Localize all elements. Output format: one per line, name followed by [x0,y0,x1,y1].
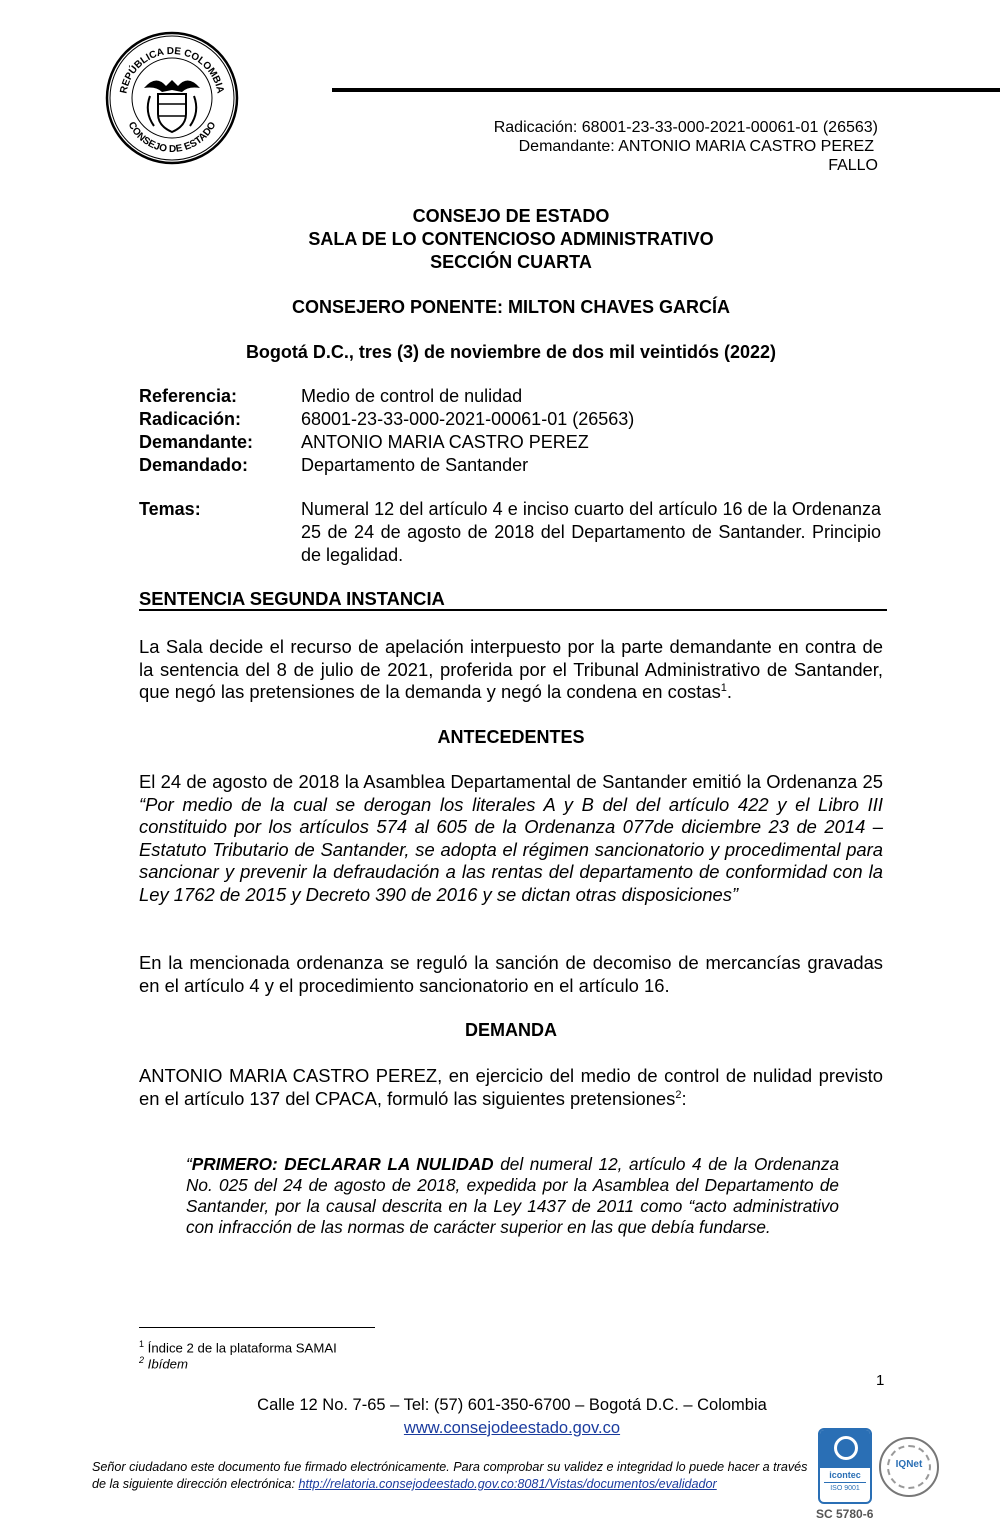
footnote-ref-1: 1 [720,682,727,695]
ref-value-referencia: Medio de control de nulidad [301,386,523,406]
validation-link[interactable]: http://relatoria.consejodeestado.gov.co:8081/Vistas/documentos/evalidador [298,1477,717,1491]
title-line1: CONSEJO DE ESTADO [412,206,610,226]
icontec-logo [818,1428,872,1504]
header-demandante: Demandante: ANTONIO MARIA CASTRO PEREZ [518,138,874,155]
fecha: Bogotá D.C., tres (3) de noviembre de dos mil veintidós (2022) [245,342,777,362]
certificate-code: SC 5780-6 [816,1507,874,1521]
signature-notice: Señor ciudadano este documento fue firmado electrónicamente. Para comprobar su validez e integridad lo puede hacer a través de la siguiente dirección electrónica: http://relatoria.consejodeestado.gov.co:8081/Vistas/documentos/evalidador [92,1460,808,1491]
header-radicacion: Radicación: 68001-23-33-000-2021-00061-01 (26563) [493,119,878,136]
temas-label: Temas: [139,499,201,519]
consejo-de-estado-seal [104,30,240,166]
ref-label-referencia: Referencia: [139,386,238,406]
ref-label-radicacion: Radicación: [139,409,242,429]
page-number: 1 [876,1372,885,1389]
ref-label-demandado: Demandado: [139,455,249,475]
svg-text:REPÚBLICA DE COLOMBIA: REPÚBLICA DE COLOMBIA [118,45,226,95]
ref-value-demandado: Departamento de Santander [301,455,529,475]
sentencia-heading: SENTENCIA SEGUNDA INSTANCIA [139,588,445,609]
footnote-rule [139,1327,375,1328]
svg-text:CONSEJO DE ESTADO: CONSEJO DE ESTADO [125,120,219,156]
pretension-quote: “PRIMERO: DECLARAR LA NULIDAD del numeral 12, artículo 4 de la Ordenanza No. 025 del 24 de agosto de 2018, expedida por la Asamblea del Departamento de Santander, por la causal descrita en la Ley 1437 de 2011 como “acto administrativo con infracción de las normas de carácter superior en las que debía fundarse. [186,1154,839,1237]
intro-paragraph: La Sala decide el recurso de apelación interpuesto por la parte demandante en contra de la sentencia del 8 de julio de 2021, proferida por el Tribunal Administrativo de Santander, que negó las pretensiones de la demanda y negó la condena en costas$^1$. [139,636,883,703]
antecedentes-heading: ANTECEDENTES [437,727,585,747]
ref-value-demandante: ANTONIO MARIA CASTRO PEREZ [301,432,589,452]
title-line2: SALA DE LO CONTENCIOSO ADMINISTRATIVO [308,229,714,249]
iso-label: ISO 9001 [824,1482,866,1492]
antecedentes-paragraph-1: El 24 de agosto de 2018 la Asamblea Departamental de Santander emitió la Ordenanza 25 “Por medio de la cual se derogan los literales A y B del del artículo 422 y el Libro III constituido por los artículos 574 al 605 de la Ordenanza 077de diciembre 23 de 2014 – Estatuto Tributario de Santander, se adopta el régimen sancionatorio y procedimental para sancionar y prevenir la defraudación a las rentas del departamento de conformidad con la Ley 1762 de 2015 y Decreto 390 de 2016 y se dictan otras disposiciones” [139,771,883,905]
iqnet-logo [879,1437,939,1497]
title-line3: SECCIÓN CUARTA [430,252,592,272]
icontec-label: icontec [829,1470,861,1480]
header-rule [332,88,1000,92]
website-link[interactable]: www.consejodeestado.gov.co [403,1419,621,1437]
sentencia-rule [139,609,887,611]
consejero-ponente: CONSEJERO PONENTE: MILTON CHAVES GARCÍA [291,297,731,317]
ordenanza-title-quote: “Por medio de la cual se derogan los literales A y B del del artículo 422 y el Libro III constituido por los artículos 574 al 605 de la Ordenanza 077de diciembre 23 de 2014 – Estatuto Tributario de Santander, se adopta el régimen sancionatorio y procedimental para sancionar y prevenir la defraudación a las rentas del departamento de conformidad con la Ley 1762 de 2015 y Decreto 390 de 2016 y se dictan otras disposiciones” [139,793,883,905]
temas-value: Numeral 12 del artículo 4 e inciso cuarto del artículo 16 de la Ordenanza 25 de 24 de agosto de 2018 del Departamento de Santander. Principio de legalidad. [301,499,881,565]
footnote-ref-2: 2 [675,1088,682,1101]
demanda-paragraph: ANTONIO MARIA CASTRO PEREZ, en ejercicio del medio de control de nulidad previsto en el artículo 137 del CPACA, formuló las siguientes pretensiones$^2$: [139,1065,883,1109]
ref-value-radicacion: 68001-23-33-000-2021-00061-01 (26563) [301,409,635,429]
iqnet-label: IQNet [895,1459,923,1470]
footer-address: Calle 12 No. 7-65 – Tel: (57) 601-350-6700 – Bogotá D.C. – Colombia [257,1396,767,1414]
header-tipo: FALLO [828,157,878,174]
demanda-heading: DEMANDA [465,1020,557,1040]
antecedentes-paragraph-2: En la mencionada ordenanza se reguló la sanción de decomiso de mercancías gravadas en el artículo 4 y el procedimiento sancionatorio en el artículo 16. [139,952,883,996]
footnote-2: $^2$ Ibídem [139,1355,188,1372]
footnote-1: $^1$ Índice 2 de la plataforma SAMAI [139,1339,337,1356]
ref-label-demandante: Demandante: [139,432,254,452]
